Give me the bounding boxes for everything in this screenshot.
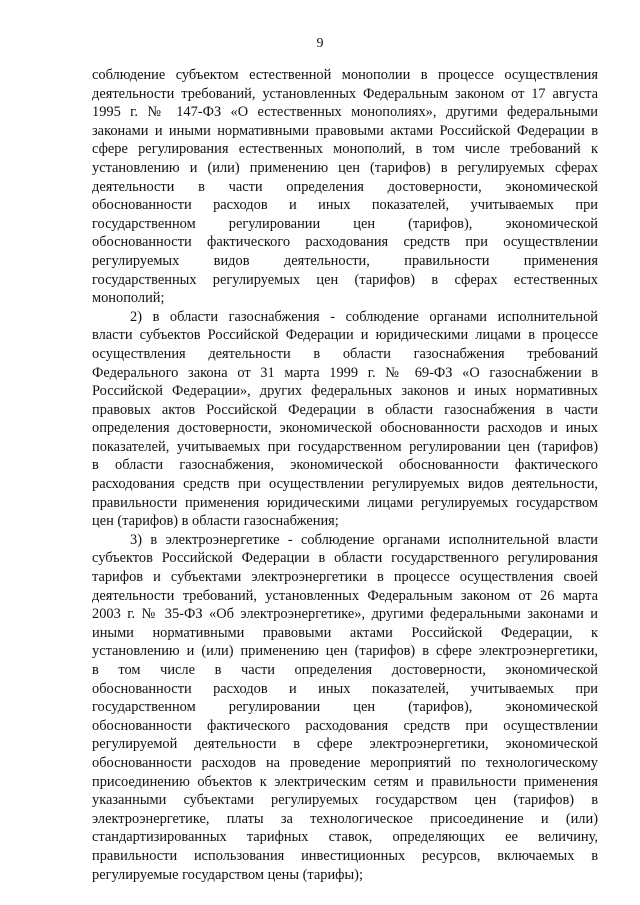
text-line: установлению и (или) применению цен (тарифов) в сфере электроэнергетики, — [92, 643, 598, 660]
text-line: присоединению объектов к электрическим сетям и правильности применения — [92, 773, 598, 790]
text-line: деятельности в части определения достоверности, экономической — [92, 178, 598, 195]
text-line: стандартизированных тарифных ставок, определяющих ее величину, — [92, 829, 598, 846]
text-line: государственном регулировании цен (тарифов), экономической — [92, 699, 598, 716]
paragraph-2 — [92, 308, 598, 531]
text-line: определения достоверности, экономической обоснованности расходов и иных — [92, 420, 598, 437]
text-line: соблюдение субъектом естественной монополии в процессе осуществления — [92, 67, 598, 83]
text-line: показателей, учитываемых при государственном регулировании цен (тарифов) — [92, 438, 598, 455]
text-line: регулируемых видов деятельности, правильности применения — [92, 252, 598, 269]
text-line: тарифов и субъектами электроэнергетики в процессе осуществления своей — [92, 569, 598, 586]
text-line: иными нормативными правовыми актами Российской Федерации, к — [92, 624, 598, 641]
text-line: правильности применения юридическими лицами регулируемых государством — [92, 494, 598, 511]
text-line: обоснованности расходов на проведение мероприятий по технологическому — [92, 754, 598, 771]
text-line: обоснованности расходов и иных показателей, учитываемых при — [92, 680, 598, 697]
text-line: установлению и (или) применению цен (тарифов) в регулируемых сферах — [92, 159, 598, 176]
text-line: правовых актов Российской Федерации в области газоснабжения в части — [92, 401, 598, 418]
paragraph-1 — [92, 66, 598, 308]
text-line: государственных регулируемых цен (тарифов) в сферах естественных — [92, 271, 598, 288]
text-line: в том числе в части определения достоверности, экономической — [92, 662, 598, 678]
text-line: 1995 г. № 147-ФЗ «О естественных монополиях», другими федеральными — [92, 104, 598, 121]
text-line: деятельности требований, установленных Федеральным законом от 17 августа — [92, 85, 598, 102]
text-line: Российской Федерации», других федеральных законов и иных нормативных — [92, 383, 598, 400]
text-line: 3) в электроэнергетике - соблюдение органами исполнительной власти — [130, 531, 598, 548]
text-line: Федерального закона от 31 марта 1999 г. № 69-ФЗ «О газоснабжении в — [92, 364, 598, 381]
paragraph-3 — [92, 531, 598, 884]
text-line: законами и иными нормативными правовыми актами Российской Федерации в — [92, 122, 598, 139]
text-line: власти субъектов Российской Федерации и юридическими лицами в процессе — [92, 327, 598, 344]
text-line: в области газоснабжения, экономической обоснованности фактического — [92, 457, 598, 474]
text-line: обоснованности фактического расходования средств при осуществлении — [92, 234, 598, 251]
text-line: деятельности требований, установленных Федеральным законом от 26 марта — [92, 587, 598, 604]
text-line: сфере регулирования естественных монополий, в том числе требований к — [92, 141, 598, 158]
text-line: указанными субъектами регулируемых государством цен (тарифов) в — [92, 792, 598, 809]
page-number: 9 — [316, 36, 324, 51]
text-line: расходования средств при осуществлении регулируемых видов деятельности, — [92, 476, 598, 493]
text-line: государственном регулировании цен (тарифов), экономической — [92, 215, 598, 232]
text-line: регулируемой деятельности в сфере электроэнергетики, экономической — [92, 736, 598, 753]
text-line: монополий; — [92, 290, 165, 307]
text-line: субъектов Российской Федерации в области государственного регулирования — [92, 550, 598, 567]
text-line: обоснованности расходов и иных показателей, учитываемых при — [92, 197, 598, 214]
text-line: 2003 г. № 35-ФЗ «Об электроэнергетике», другими федеральными законами и — [92, 606, 598, 623]
text-line: 2) в области газоснабжения - соблюдение органами исполнительной — [130, 308, 598, 325]
text-line: обоснованности фактического расходования средств при осуществлении — [92, 717, 598, 734]
text-line: регулируемые государством цены (тарифы); — [92, 866, 363, 883]
body-text — [92, 66, 598, 884]
text-line: электроэнергетике, платы за технологическое присоединение и (или) — [92, 810, 598, 827]
text-line: правильности использования инвестиционных ресурсов, включаемых в — [92, 847, 598, 864]
text-line: цен (тарифов) в области газоснабжения; — [92, 513, 339, 530]
text-line: осуществления деятельности в области газоснабжения требований — [92, 345, 598, 362]
